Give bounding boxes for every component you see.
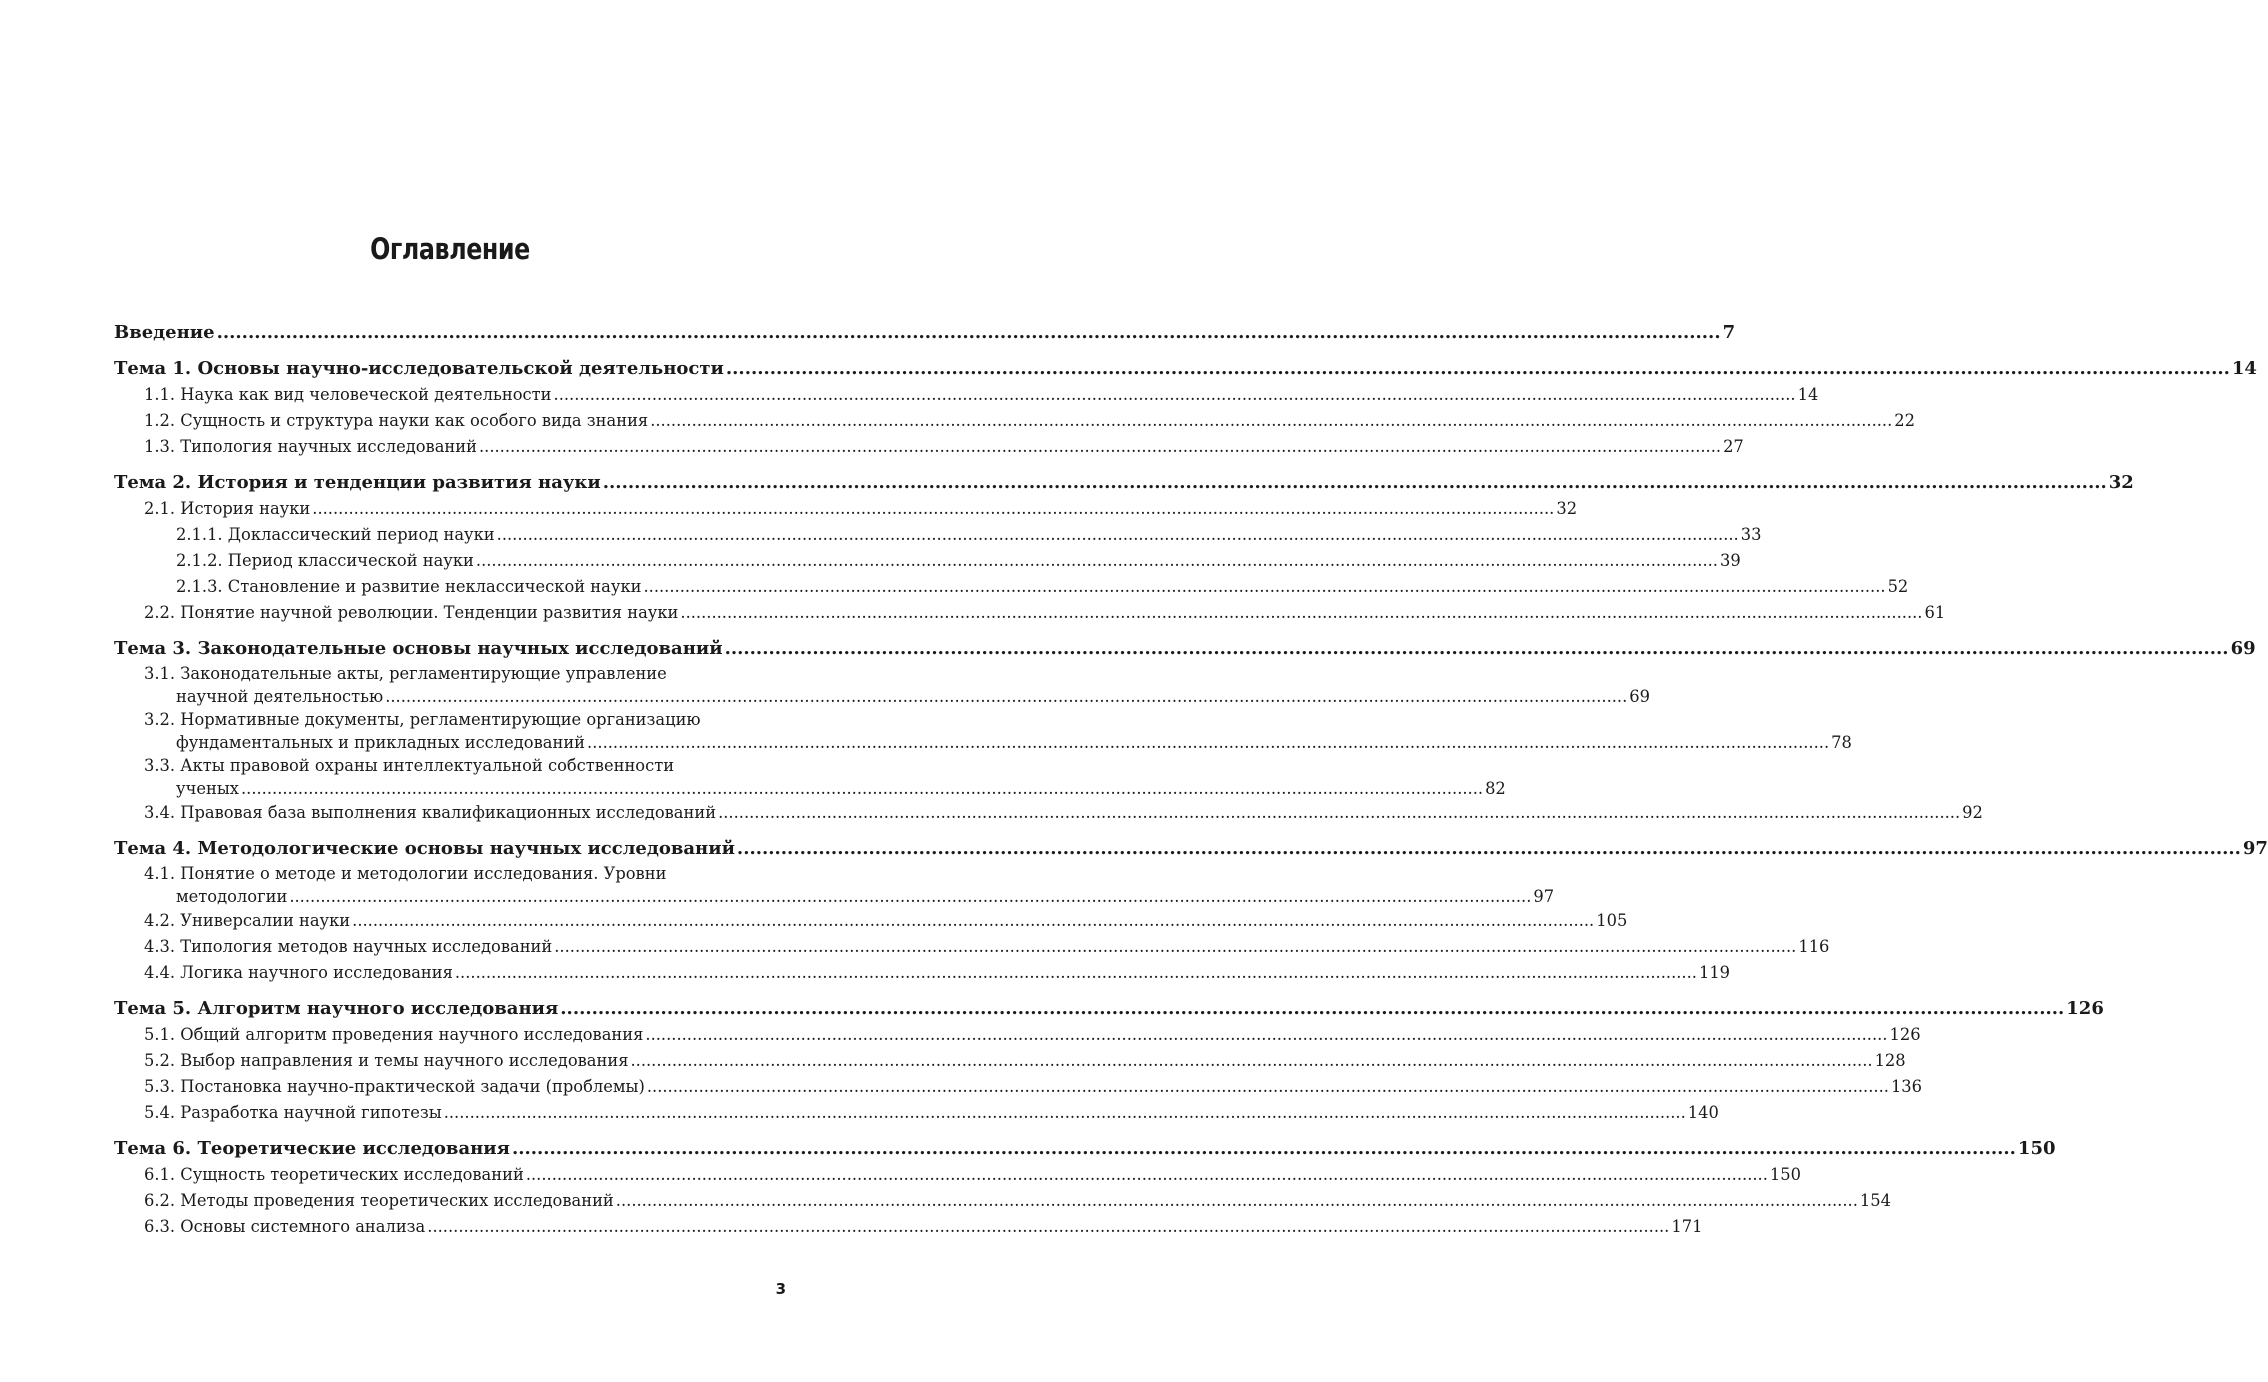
toc-page: 32	[2108, 472, 2134, 493]
toc-item-multiline[interactable]	[114, 708, 1852, 754]
leader-dots	[554, 934, 1796, 960]
toc-label: 2.1.3. Становление и развитие неклассической науки	[176, 577, 642, 596]
toc-label: 1.1. Наука как вид человеческой деятельности	[144, 385, 552, 404]
toc-page: 22	[1894, 411, 1916, 430]
toc-label: 5.3. Постановка научно-практической задачи (проблемы)	[144, 1077, 645, 1096]
toc-label: 2.1.2. Период классической науки	[176, 551, 474, 570]
leader-dots	[455, 960, 1697, 986]
leader-dots	[289, 885, 1531, 908]
toc-page: 140	[1687, 1103, 1719, 1122]
toc-heading-topic-3[interactable]	[114, 636, 2256, 662]
toc-subitem[interactable]	[114, 548, 1741, 574]
leader-dots	[479, 434, 1721, 460]
toc-item-multiline[interactable]	[114, 754, 1506, 800]
leader-dots	[587, 731, 1829, 754]
toc-page: 116	[1798, 937, 1830, 956]
toc-label-line2: научной деятельностью	[176, 687, 384, 706]
toc-label: 5.1. Общий алгоритм проведения научного исследования	[144, 1025, 644, 1044]
page-number: 3	[775, 1280, 786, 1298]
toc-label: 6.1. Сущность теоретических исследований	[144, 1165, 524, 1184]
leader-dots	[645, 1022, 1887, 1048]
toc-label: 6.2. Методы проведения теоретических исследований	[144, 1191, 614, 1210]
toc-item[interactable]	[114, 908, 1628, 934]
toc-label: 4.4. Логика научного исследования	[144, 963, 453, 982]
toc-label: Введение	[114, 322, 215, 343]
leader-dots	[444, 1100, 1686, 1126]
toc-label-line2: методологии	[176, 887, 288, 906]
toc-item[interactable]	[114, 434, 1744, 460]
leader-dots	[352, 908, 1594, 934]
toc-label: 5.4. Разработка научной гипотезы	[144, 1103, 442, 1122]
leader-dots	[680, 600, 1922, 626]
toc-page: 52	[1887, 577, 1909, 596]
leader-dots	[737, 836, 2241, 862]
toc-page: 39	[1719, 551, 1741, 570]
leader-dots	[526, 1162, 1768, 1188]
toc-page: 136	[1890, 1077, 1923, 1096]
toc-item[interactable]	[114, 934, 1830, 960]
toc-item[interactable]	[114, 1214, 1703, 1240]
toc-label-line1: 3.3. Акты правовой охраны интеллектуальной собственности	[144, 756, 675, 775]
leader-dots	[512, 1136, 2016, 1162]
toc-page: 69	[2230, 638, 2256, 659]
toc-page: 92	[1962, 803, 1983, 822]
toc-label: Тема 3. Законодательные основы научных исследований	[114, 638, 723, 659]
leader-dots	[643, 574, 1885, 600]
toc-page: 150	[2017, 1138, 2056, 1159]
toc-page: 14	[2231, 358, 2257, 379]
leader-dots	[725, 636, 2229, 662]
toc-heading-topic-5[interactable]	[114, 996, 2104, 1022]
toc-item[interactable]	[114, 496, 1578, 522]
toc-page: 78	[1831, 733, 1852, 752]
leader-dots	[603, 470, 2107, 496]
toc-page: 61	[1924, 603, 1946, 622]
toc-page: 126	[2066, 998, 2104, 1019]
toc-item[interactable]	[114, 600, 1946, 626]
toc-heading-topic-2[interactable]	[114, 470, 2134, 496]
toc-page: 105	[1596, 911, 1628, 930]
leader-dots	[647, 1074, 1889, 1100]
toc-page: 69	[1629, 687, 1650, 706]
leader-dots	[726, 356, 2230, 382]
toc-page: 150	[1769, 1165, 1801, 1184]
toc-item-multiline[interactable]	[114, 862, 1555, 908]
leader-dots	[616, 1188, 1858, 1214]
toc-page: 128	[1874, 1051, 1906, 1070]
toc-label-line1: 3.2. Нормативные документы, регламентирующие организацию	[144, 710, 701, 729]
toc-item[interactable]	[114, 960, 1731, 986]
toc-heading-topic-4[interactable]	[114, 836, 2268, 862]
leader-dots	[630, 1048, 1872, 1074]
toc-page: 27	[1723, 437, 1744, 456]
leader-dots	[650, 408, 1892, 434]
toc-heading-intro[interactable]	[114, 320, 1736, 346]
toc-label: 2.2. Понятие научной революции. Тенденции развития науки	[144, 603, 679, 622]
toc-item[interactable]	[114, 1022, 1921, 1048]
toc-item[interactable]	[114, 1074, 1923, 1100]
table-of-contents	[114, 320, 2268, 1240]
toc-page: 171	[1671, 1217, 1703, 1236]
toc-label: 5.2. Выбор направления и темы научного исследования	[144, 1051, 629, 1070]
toc-label: Тема 5. Алгоритм научного исследования	[114, 998, 559, 1019]
toc-page: 32	[1556, 499, 1578, 518]
toc-item[interactable]	[114, 1162, 1801, 1188]
toc-label: Тема 2. История и тенденции развития науки	[114, 472, 601, 493]
toc-label: 1.2. Сущность и структура науки как особого вида знания	[144, 411, 649, 430]
toc-subitem[interactable]	[114, 522, 1762, 548]
toc-label: 1.3. Типология научных исследований	[144, 437, 477, 456]
leader-dots	[476, 548, 1718, 574]
toc-heading-topic-1[interactable]	[114, 356, 2257, 382]
toc-heading-topic-6[interactable]	[114, 1136, 2056, 1162]
toc-page: 14	[1797, 385, 1819, 404]
toc-label-line2: ученых	[176, 779, 239, 798]
leader-dots	[560, 996, 2064, 1022]
toc-label: Тема 1. Основы научно-исследовательской деятельности	[114, 358, 724, 379]
toc-label: Тема 4. Методологические основы научных исследований	[114, 838, 735, 859]
toc-page: 82	[1485, 779, 1506, 798]
leader-dots	[385, 685, 1627, 708]
toc-label: 6.3. Основы системного анализа	[144, 1217, 426, 1236]
toc-page: 97	[1533, 887, 1555, 906]
toc-item[interactable]	[114, 382, 1819, 408]
leader-dots	[718, 800, 1960, 826]
toc-item[interactable]	[114, 1188, 1891, 1214]
toc-item[interactable]	[114, 1048, 1906, 1074]
leader-dots	[554, 382, 1796, 408]
leader-dots	[497, 522, 1739, 548]
toc-label: 2.1. История науки	[144, 499, 311, 518]
toc-subitem[interactable]	[114, 574, 1909, 600]
leader-dots	[427, 1214, 1669, 1240]
toc-item[interactable]	[114, 800, 1983, 826]
toc-page: 126	[1889, 1025, 1921, 1044]
toc-item[interactable]	[114, 1100, 1719, 1126]
toc-page: 7	[1722, 322, 1736, 343]
toc-label: 3.4. Правовая база выполнения квалификационных исследований	[144, 803, 717, 822]
toc-label-line1: 3.1. Законодательные акты, регламентирующие управление	[144, 664, 667, 683]
toc-label: 4.2. Универсалии науки	[144, 911, 351, 930]
toc-page: 97	[2242, 838, 2268, 859]
page-title: Оглавление	[370, 232, 530, 266]
toc-page: 33	[1740, 525, 1762, 544]
toc-label-line1: 4.1. Понятие о методе и методологии исследования. Уровни	[144, 864, 667, 883]
toc-label-line2: фундаментальных и прикладных исследований	[176, 733, 586, 752]
leader-dots	[241, 777, 1483, 800]
toc-label: 4.3. Типология методов научных исследований	[144, 937, 553, 956]
toc-page: 154	[1859, 1191, 1891, 1210]
leader-dots	[217, 320, 1721, 346]
toc-item-multiline[interactable]	[114, 662, 1650, 708]
toc-label: Тема 6. Теоретические исследования	[114, 1138, 510, 1159]
toc-item[interactable]	[114, 408, 1916, 434]
toc-page: 119	[1698, 963, 1731, 982]
leader-dots	[312, 496, 1554, 522]
toc-label: 2.1.1. Доклассический период науки	[176, 525, 495, 544]
